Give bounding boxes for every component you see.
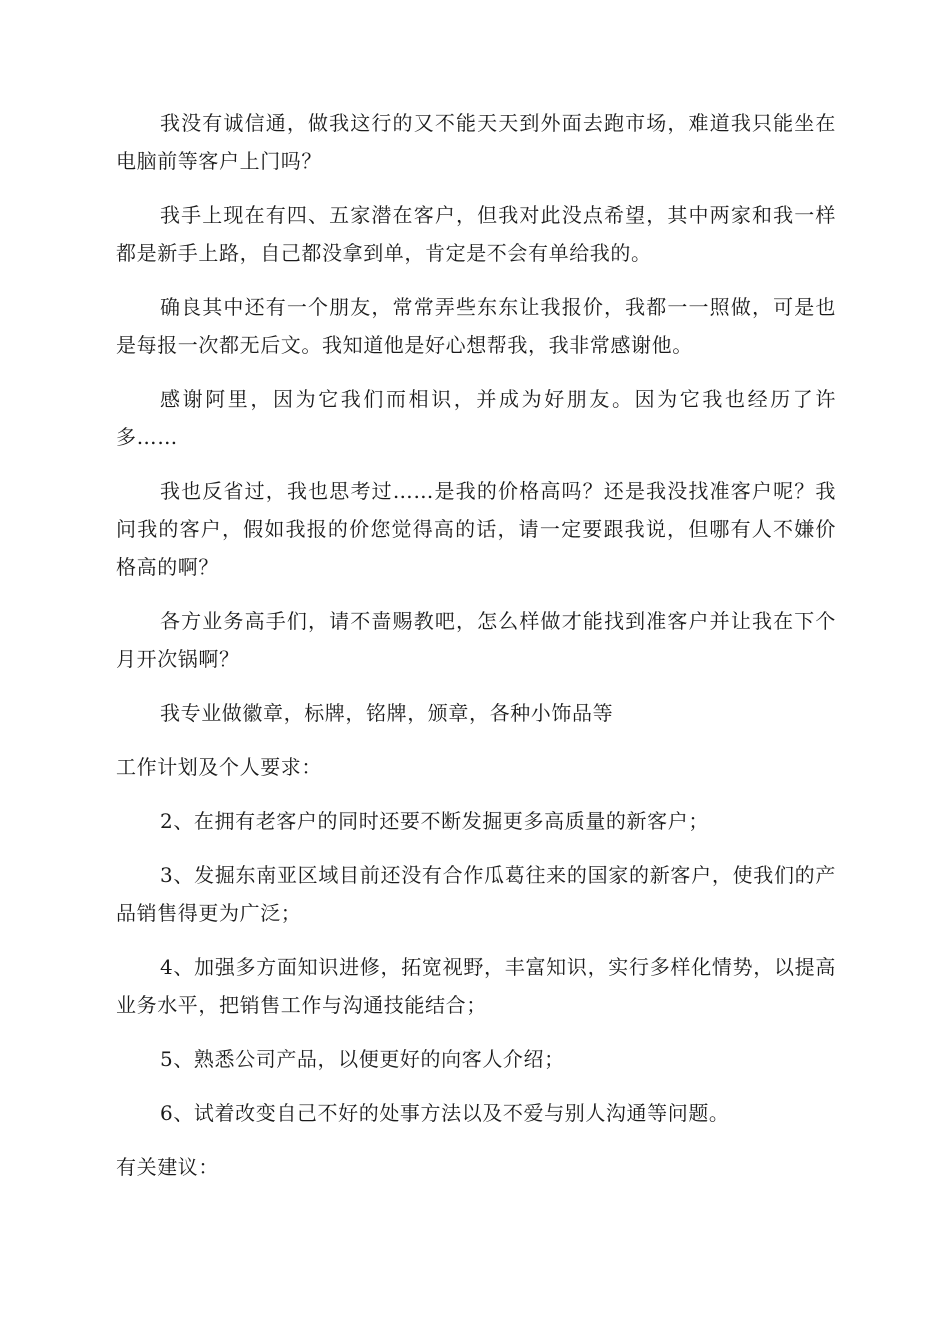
section-heading-work-plan: 工作计划及个人要求： <box>116 755 322 779</box>
paragraph-6: 各方业务高手们，请不啬赐教吧，怎么样做才能找到准客户并让我在下个月开次锅啊？ <box>116 609 836 671</box>
paragraph-5: 我也反省过，我也思考过……是我的价格高吗？还是我没找准客户呢？我问我的客户，假如我报的价您觉得高的话，请一定要跟我说，但哪有人不嫌价格高的啊？ <box>116 479 836 579</box>
paragraph-2: 我手上现在有四、五家潜在客户，但我对此没点希望，其中两家和我一样都是新手上路，自己都没拿到单，肯定是不会有单给我的。 <box>116 203 836 265</box>
paragraph-4: 感谢阿里，因为它我们而相识，并成为好朋友。因为它我也经历了许多…… <box>116 387 836 449</box>
list-item-5: 5、熟悉公司产品，以便更好的向客人介绍； <box>160 1047 565 1071</box>
paragraph-1: 我没有诚信通，做我这行的又不能天天到外面去跑市场，难道我只能坐在电脑前等客户上门吗？ <box>116 111 836 173</box>
paragraph-7: 我专业做徽章，标牌，铭牌，颁章，各种小饰品等 <box>160 701 614 725</box>
section-heading-suggestions: 有关建议： <box>116 1155 219 1179</box>
document-page <box>116 104 836 1202</box>
list-item-4: 4、加强多方面知识进修，拓宽视野，丰富知识，实行多样化情势，以提高业务水平，把销售工作与沟通技能结合； <box>116 955 836 1017</box>
list-item-2: 2、在拥有老客户的同时还要不断发掘更多高质量的新客户； <box>160 809 709 833</box>
list-item-3: 3、发掘东南亚区域目前还没有合作瓜葛往来的国家的新客户，使我们的产品销售得更为广泛； <box>116 863 836 925</box>
paragraph-3: 确良其中还有一个朋友，常常弄些东东让我报价，我都一一照做，可是也是每报一次都无后文。我知道他是好心想帮我，我非常感谢他。 <box>116 295 836 357</box>
list-item-6: 6、试着改变自己不好的处事方法以及不爱与别人沟通等问题。 <box>160 1101 730 1125</box>
